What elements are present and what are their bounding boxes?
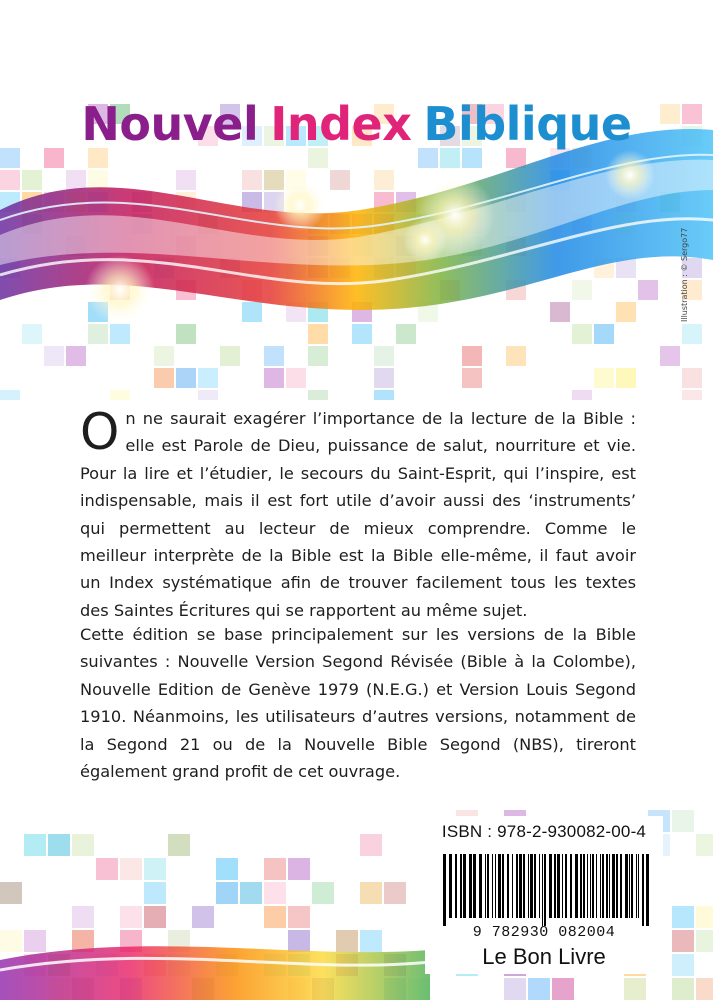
mosaic-tile bbox=[0, 170, 20, 190]
barcode-bar bbox=[592, 854, 594, 918]
barcode-bar bbox=[485, 854, 486, 918]
mosaic-tile bbox=[176, 170, 196, 190]
barcode-bar bbox=[646, 854, 649, 926]
mosaic-tile bbox=[0, 390, 20, 400]
mosaic-tile bbox=[154, 346, 174, 366]
mosaic-tile bbox=[528, 978, 550, 1000]
mosaic-tile bbox=[682, 368, 702, 388]
mosaic-tile bbox=[264, 368, 284, 388]
mosaic-tile bbox=[0, 882, 22, 904]
mosaic-tile bbox=[682, 390, 702, 400]
barcode-bar bbox=[492, 854, 493, 918]
mosaic-tile bbox=[286, 368, 306, 388]
barcode-bar bbox=[502, 854, 504, 918]
description-paragraph-1 bbox=[80, 405, 636, 624]
barcode-bar bbox=[519, 854, 522, 918]
mosaic-tile bbox=[352, 324, 372, 344]
barcode-bar bbox=[528, 854, 529, 918]
barcode-bar bbox=[590, 854, 591, 918]
mosaic-tile bbox=[374, 390, 394, 400]
book-title bbox=[0, 96, 713, 152]
barcode-bar bbox=[469, 854, 472, 918]
mosaic-tile bbox=[374, 346, 394, 366]
mosaic-tile bbox=[88, 324, 108, 344]
mosaic-tile bbox=[264, 906, 286, 928]
barcode-bar bbox=[616, 854, 618, 918]
title-word-2: Index bbox=[270, 97, 412, 151]
mosaic-tile bbox=[288, 858, 310, 880]
barcode-bar bbox=[443, 854, 446, 926]
barcode-bar bbox=[449, 854, 452, 918]
barcode-bar bbox=[609, 854, 610, 918]
illustration-credit: Illustration : © Sergo77 bbox=[680, 227, 689, 322]
paragraph-1-text: n ne saurait exagérer l’importance de la lecture de la Bible : elle est Parole de Dieu, puissance de salut, nourriture et vie. Pour la lire et l’étudier, le secours du Saint-Esprit, qui l’inspire, est indispensable, mais il est fort utile d’avoir aussi des ‘instruments’ qui permettent au lecteur de mieux comprendre. Comme le meilleur interprète de la Bible est la Bible elle-même, il faut avoir un Index systématique afin de trouver facilement tous les textes des Saintes Écritures qui se rapportent au même sujet. bbox=[80, 409, 636, 620]
barcode-bar bbox=[554, 854, 556, 918]
mosaic-tile bbox=[572, 280, 592, 300]
barcode-bar bbox=[498, 854, 501, 918]
barcode-bar bbox=[549, 854, 552, 918]
mosaic-tile bbox=[44, 346, 64, 366]
barcode-bar bbox=[602, 854, 604, 918]
mosaic-tile bbox=[242, 302, 262, 322]
mosaic-tile bbox=[682, 324, 702, 344]
title-word-1: Nouvel bbox=[81, 97, 259, 151]
mosaic-tile bbox=[462, 346, 482, 366]
mosaic-tile bbox=[264, 882, 286, 904]
mosaic-tile bbox=[360, 930, 382, 952]
barcode-bar bbox=[539, 854, 540, 918]
mosaic-tile bbox=[66, 170, 86, 190]
mosaic-tile bbox=[242, 170, 262, 190]
mosaic-tile bbox=[696, 906, 713, 928]
mosaic-tile bbox=[594, 368, 614, 388]
mosaic-tile bbox=[110, 324, 130, 344]
isbn-label: ISBN : 978-2-930082-00-4 bbox=[441, 822, 647, 841]
mosaic-tile bbox=[24, 834, 46, 856]
mosaic-tile bbox=[192, 906, 214, 928]
publisher-name: Le Bon Livre bbox=[482, 944, 606, 969]
barcode-bar bbox=[460, 854, 462, 918]
barcode-bar bbox=[596, 854, 597, 918]
mosaic-tile bbox=[616, 368, 636, 388]
mosaic-tile bbox=[504, 978, 526, 1000]
barcode-bar bbox=[580, 854, 582, 918]
barcode-bar bbox=[606, 854, 608, 918]
mosaic-tile bbox=[110, 390, 130, 400]
mosaic-tile bbox=[308, 324, 328, 344]
mosaic-tile bbox=[120, 858, 142, 880]
barcode-bar bbox=[495, 854, 496, 918]
mosaic-tile bbox=[220, 346, 240, 366]
mosaic-tile bbox=[264, 858, 286, 880]
mosaic-tile bbox=[240, 882, 262, 904]
mosaic-tile bbox=[330, 170, 350, 190]
mosaic-tile bbox=[264, 170, 284, 190]
mosaic-tile bbox=[374, 170, 394, 190]
mosaic-tile bbox=[672, 978, 694, 1000]
paragraph-2-text: Cette édition se base principalement sur les versions de la Bible suivantes : Nouvelle Version Segond Révisée (Bible à la Colombe), Nouvelle Edition de Genève 1979 (N.E.G.) et Version Louis Segond 1910. Néanmoins, les utilisateurs d’autres versions, notamment de la Segond 21 ou de la Nouvelle Bible Segond (NBS), tireront également grand profit de cet ouvrage. bbox=[80, 625, 636, 782]
mosaic-tile bbox=[312, 882, 334, 904]
mosaic-tile bbox=[672, 906, 694, 928]
barcode-bar bbox=[557, 854, 560, 918]
barcode-bar bbox=[463, 854, 466, 918]
barcode-bar bbox=[636, 854, 637, 918]
mosaic-tile bbox=[572, 324, 592, 344]
barcode-bar bbox=[479, 854, 482, 918]
mosaic-tile bbox=[72, 906, 94, 928]
mosaic-tile bbox=[154, 368, 174, 388]
mosaic-tile bbox=[672, 930, 694, 952]
mosaic-tile bbox=[22, 324, 42, 344]
barcode-bar bbox=[512, 854, 513, 918]
barcode-bar bbox=[473, 854, 476, 918]
mosaic-tile bbox=[616, 302, 636, 322]
barcode-bar bbox=[542, 854, 543, 926]
mosaic-tile bbox=[96, 858, 118, 880]
mosaic-tile bbox=[216, 882, 238, 904]
barcode-bar bbox=[620, 854, 622, 918]
barcode-bar bbox=[638, 854, 639, 918]
mosaic-tile bbox=[336, 930, 358, 952]
mosaic-tile bbox=[66, 346, 86, 366]
description-paragraph-2 bbox=[80, 621, 636, 785]
mosaic-tile bbox=[144, 906, 166, 928]
mosaic-tile bbox=[308, 346, 328, 366]
drop-cap: O bbox=[80, 403, 120, 461]
mosaic-tile bbox=[660, 346, 680, 366]
barcode-bar bbox=[625, 854, 628, 918]
barcode-bar bbox=[455, 854, 457, 918]
title-word-3: Biblique bbox=[423, 97, 632, 151]
mosaic-tile bbox=[594, 324, 614, 344]
barcode-bar bbox=[565, 854, 567, 918]
mosaic-tile bbox=[24, 930, 46, 952]
barcode-bar bbox=[600, 854, 601, 918]
mosaic-tile bbox=[462, 368, 482, 388]
mosaic-tile bbox=[696, 978, 713, 1000]
mosaic-tile bbox=[550, 302, 570, 322]
mosaic-tile bbox=[120, 906, 142, 928]
mosaic-tile bbox=[72, 834, 94, 856]
mosaic-tile bbox=[198, 390, 218, 400]
mosaic-tile bbox=[506, 346, 526, 366]
mosaic-tile bbox=[0, 930, 22, 952]
barcode-bar bbox=[544, 854, 546, 926]
mosaic-tile bbox=[176, 368, 196, 388]
barcode-bar bbox=[629, 854, 630, 918]
mosaic-tile bbox=[88, 170, 108, 190]
mosaic-tile bbox=[22, 170, 42, 190]
barcode-bar bbox=[612, 854, 615, 918]
mosaic-tile bbox=[360, 834, 382, 856]
mosaic-tile bbox=[308, 390, 328, 400]
mosaic-tile bbox=[672, 810, 694, 832]
mosaic-tile bbox=[144, 858, 166, 880]
barcode-bar bbox=[575, 854, 578, 918]
mosaic-tile bbox=[168, 834, 190, 856]
mosaic-tile bbox=[288, 906, 310, 928]
barcode-bar bbox=[523, 854, 525, 918]
mosaic-tile bbox=[360, 882, 382, 904]
mosaic-tile bbox=[638, 280, 658, 300]
mosaic-tile bbox=[696, 930, 713, 952]
barcode-bar bbox=[631, 854, 633, 918]
mosaic-tile bbox=[552, 978, 574, 1000]
barcode-bar bbox=[587, 854, 588, 918]
barcode-bar bbox=[516, 854, 518, 918]
mosaic-tile bbox=[572, 390, 592, 400]
mosaic-tile bbox=[176, 324, 196, 344]
mosaic-tile bbox=[48, 834, 70, 856]
mosaic-tile bbox=[144, 882, 166, 904]
barcode-bar bbox=[562, 854, 563, 918]
mosaic-tile bbox=[624, 978, 646, 1000]
mosaic-tile bbox=[198, 368, 218, 388]
barcode-bar bbox=[530, 854, 533, 918]
barcode-bar bbox=[487, 854, 489, 918]
mosaic-tile bbox=[384, 882, 406, 904]
mosaic-tile bbox=[216, 858, 238, 880]
barcode-bar bbox=[583, 854, 585, 918]
mosaic-tile bbox=[264, 346, 284, 366]
barcode-bar bbox=[642, 854, 644, 926]
mosaic-tile bbox=[288, 930, 310, 952]
barcode-bar bbox=[534, 854, 536, 918]
barcode-panel bbox=[425, 816, 663, 974]
mosaic-tile bbox=[396, 324, 416, 344]
mosaic-tile bbox=[374, 368, 394, 388]
barcode-bar bbox=[507, 854, 509, 918]
barcode-number: 9 782930 082004 bbox=[472, 924, 616, 941]
mosaic-tile bbox=[672, 954, 694, 976]
barcode bbox=[439, 854, 653, 926]
barcode-bar bbox=[570, 854, 572, 918]
mosaic-tile bbox=[696, 834, 713, 856]
